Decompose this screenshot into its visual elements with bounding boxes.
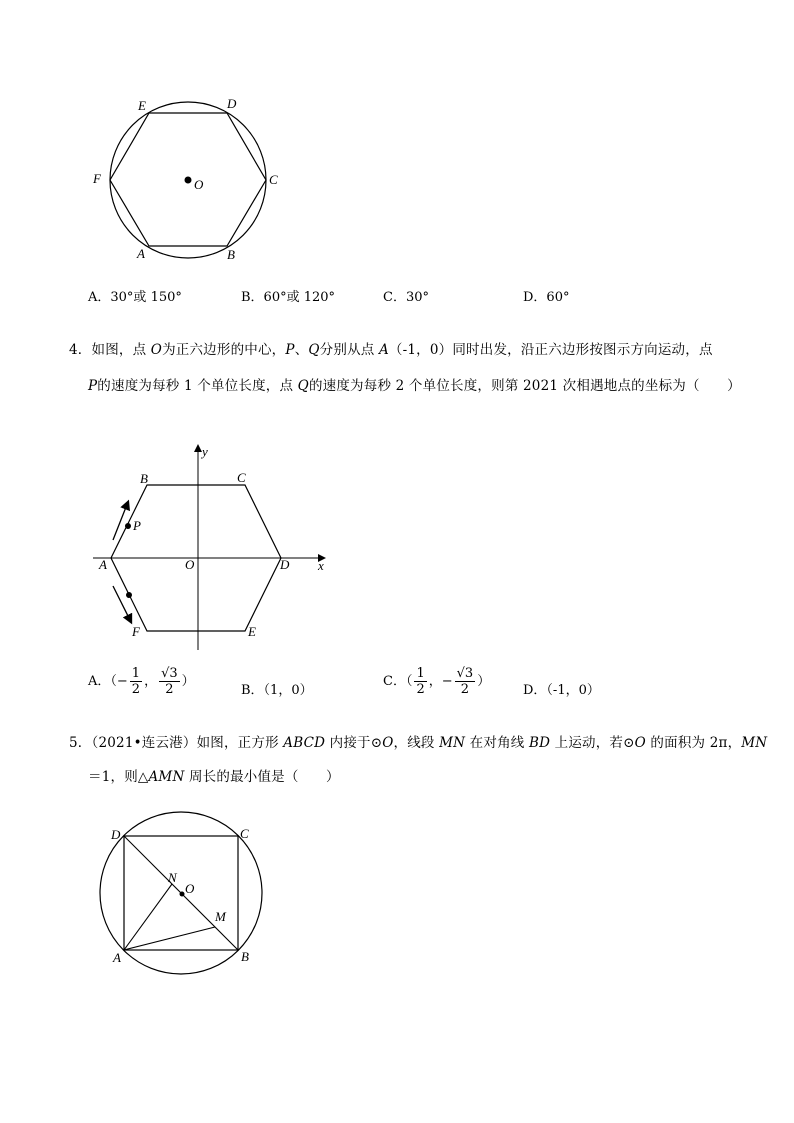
label-x: x [318,558,324,573]
q3-option-d[interactable]: D．60° [523,290,570,305]
fraction: $\frac{√3}{2}$ [456,666,474,697]
label-b: B [227,247,235,262]
label-b: B [140,471,148,486]
q3-option-b[interactable]: B．60°或 120° [241,290,336,305]
q4-option-a[interactable]: A．（− $\frac{1}{2}$ ， $\frac{√3}{2}$ ） [88,666,195,697]
point-p [125,523,131,529]
arrow-q-direction [113,586,131,622]
label-d: D [280,557,290,572]
label-c: C [237,470,246,485]
label-e: E [138,98,146,113]
label-c: C [269,172,278,187]
label-d: D [227,96,237,111]
q4-options [88,667,688,707]
q4-option-c[interactable]: C．（ $\frac{1}{2}$ ，− $\frac{√3}{2}$ ） [383,666,491,697]
center-dot [180,892,185,897]
label-e: E [248,624,256,639]
fraction: $\frac{√3}{2}$ [161,666,178,697]
label-b: B [241,949,249,964]
label-f: F [93,171,101,186]
hexagon-circle-figure [88,90,288,270]
label-a: A [113,950,121,965]
q3-option-c[interactable]: C．30° [383,290,429,305]
label-a: A [99,557,107,572]
q3-options [88,286,688,316]
fraction: $\frac{1}{2}$ [131,666,141,697]
square-circle-figure [95,795,275,975]
q4-option-b[interactable]: B．（1，0） [241,683,313,698]
q4-line-1: 4．如图，点 O为正六边形的中心，P、Q分别从点 A（-1，0）同时出发，沿正六边形按图示方向运动，点 [69,342,713,358]
q5-line-2: ＝1，则△AMN 周长的最小值是（ ） [88,769,340,785]
q5-line-1: 5．（2021•连云港）如图，正方形 ABCD 内接于⊙O，线段 MN 在对角线 BD 上运动，若⊙O 的面积为 2π，MN [69,735,768,751]
label-c: C [240,826,249,841]
q5-number: 5． [69,735,92,751]
q4-line-2: P的速度为每秒 1 个单位长度，点 Q的速度为每秒 2 个单位长度，则第 2021 次相遇地点的坐标为（ ） [88,378,741,394]
label-m: M [215,909,226,924]
label-f: F [132,624,140,639]
arrow-p-direction [113,502,128,540]
label-o: O [194,177,204,192]
hexagon-axes-figure [88,440,338,655]
label-p: P [133,518,141,533]
label-o: O [185,557,195,572]
q4-option-d[interactable]: D．（-1，0） [523,683,600,698]
q3-option-a[interactable]: A．30°或 150° [88,290,182,305]
q4-number: 4． [69,342,92,358]
center-dot [185,177,192,184]
label-d: D [111,827,121,842]
fraction: $\frac{1}{2}$ [416,666,425,697]
point-q [126,592,132,598]
label-a: A [137,246,145,261]
label-n: N [168,870,177,885]
label-o: O [185,881,195,896]
label-y: y [202,444,208,459]
